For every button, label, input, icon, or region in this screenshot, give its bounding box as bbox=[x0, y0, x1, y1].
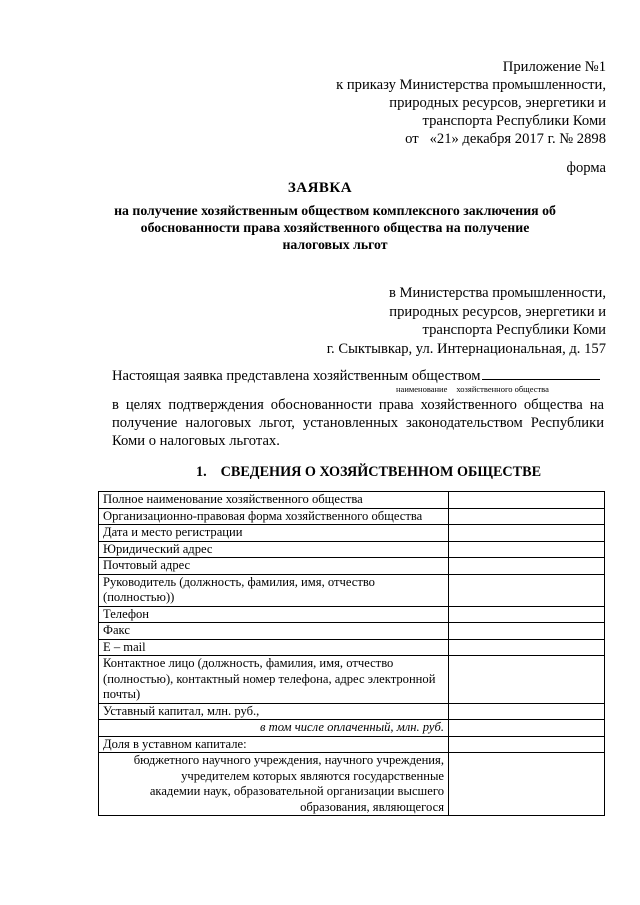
appendix-header bbox=[336, 58, 606, 148]
subtitle-line-1: на получение хозяйственным обществом комплексного заключения об bbox=[114, 203, 556, 218]
blank-caption bbox=[396, 384, 558, 394]
row-label-share-institution: бюджетного научного учреждения, научного учреждения, учредителем которых являются государственные академии наук, образовательной организации высшего образования, являющегося bbox=[99, 753, 449, 816]
document-title: ЗАЯВКА bbox=[287, 180, 353, 196]
addressee-line-4: г. Сыктывкар, ул. Интернациональная, д. 157 bbox=[326, 340, 606, 357]
row-label-capital: Уставный капитал, млн. руб., bbox=[99, 703, 449, 720]
table-row bbox=[99, 606, 605, 623]
value-cell-fax[interactable] bbox=[449, 623, 605, 640]
value-cell-head[interactable] bbox=[449, 574, 605, 606]
appendix-line-3: природных ресурсов, энергетики и bbox=[389, 95, 606, 111]
subtitle-line-3: налоговых льгот bbox=[282, 237, 388, 252]
addressee-line-3: транспорта Республики Коми bbox=[422, 322, 606, 338]
row-label-capital-paid: в том числе оплаченный, млн. руб. bbox=[99, 720, 449, 737]
table-row bbox=[99, 525, 605, 542]
row-label-head: Руководитель (должность, фамилия, имя, отчество (полностью)) bbox=[99, 574, 449, 606]
form-label: форма bbox=[566, 160, 606, 176]
value-cell-email[interactable] bbox=[449, 639, 605, 656]
addressee-block bbox=[327, 284, 606, 358]
value-cell-share[interactable] bbox=[449, 736, 605, 753]
row-label-full-name: Полное наименование хозяйственного общества bbox=[99, 492, 449, 509]
row-label-legal-form: Организационно-правовая форма хозяйственного общества bbox=[99, 508, 449, 525]
appendix-line-4: транспорта Республики Коми bbox=[422, 113, 606, 129]
table-row bbox=[99, 623, 605, 640]
table-row bbox=[99, 508, 605, 525]
appendix-line-2: к приказу Министерства промышленности, bbox=[336, 77, 606, 93]
table-row bbox=[99, 656, 605, 704]
document-subtitle bbox=[100, 202, 570, 253]
row-label-registration: Дата и место регистрации bbox=[99, 525, 449, 542]
row-label-phone: Телефон bbox=[99, 606, 449, 623]
caption-company: хозяйственного общества bbox=[456, 384, 549, 394]
table-row bbox=[99, 639, 605, 656]
value-cell-capital-paid[interactable] bbox=[449, 720, 605, 737]
row-label-legal-address: Юридический адрес bbox=[99, 541, 449, 558]
intro-body: в целях подтверждения обоснованности права хозяйственного общества на получение налоговых льгот, установленных законодательством Республики Коми о налоговых льготах. bbox=[112, 397, 604, 449]
table-row bbox=[99, 558, 605, 575]
subtitle-line-2: обоснованности права хозяйственного общества на получение bbox=[140, 220, 530, 235]
value-cell-legal-address[interactable] bbox=[449, 541, 605, 558]
appendix-line-1: Приложение №1 bbox=[502, 59, 606, 75]
row-label-fax: Факс bbox=[99, 623, 449, 640]
company-info-table bbox=[98, 491, 605, 816]
table-row bbox=[99, 492, 605, 509]
appendix-line-5: от «21» декабря 2017 г. № 2898 bbox=[405, 131, 606, 147]
value-cell-contact[interactable] bbox=[449, 656, 605, 704]
table-row bbox=[99, 736, 605, 753]
row-label-contact: Контактное лицо (должность, фамилия, имя, отчество (полностью), контактный номер телефона, адрес электронной почты) bbox=[99, 656, 449, 704]
caption-name: наименование bbox=[396, 384, 448, 394]
row-label-postal-address: Почтовый адрес bbox=[99, 558, 449, 575]
table-row bbox=[99, 541, 605, 558]
intro-lead-text: Настоящая заявка представлена хозяйственным обществом bbox=[112, 368, 481, 384]
addressee-line-1: в Министерства промышленности, bbox=[388, 285, 606, 301]
section-1-title: СВЕДЕНИЯ О ХОЗЯЙСТВЕННОМ ОБЩЕСТВЕ bbox=[220, 464, 542, 480]
section-1-heading bbox=[196, 464, 541, 481]
row-label-email: E – mail bbox=[99, 639, 449, 656]
table-row bbox=[99, 720, 605, 737]
section-1-number: 1. bbox=[196, 464, 207, 480]
value-cell-share-institution[interactable] bbox=[449, 753, 605, 816]
addressee-line-2: природных ресурсов, энергетики и bbox=[389, 303, 606, 320]
value-cell-registration[interactable] bbox=[449, 525, 605, 542]
value-cell-capital[interactable] bbox=[449, 703, 605, 720]
row-label-share: Доля в уставном капитале: bbox=[99, 736, 449, 753]
value-cell-phone[interactable] bbox=[449, 606, 605, 623]
table-row bbox=[99, 574, 605, 606]
value-cell-legal-form[interactable] bbox=[449, 508, 605, 525]
intro-lead bbox=[112, 367, 600, 385]
table-row bbox=[99, 753, 605, 816]
table-row bbox=[99, 703, 605, 720]
company-name-blank[interactable] bbox=[482, 367, 600, 380]
value-cell-full-name[interactable] bbox=[449, 492, 605, 509]
value-cell-postal-address[interactable] bbox=[449, 558, 605, 575]
